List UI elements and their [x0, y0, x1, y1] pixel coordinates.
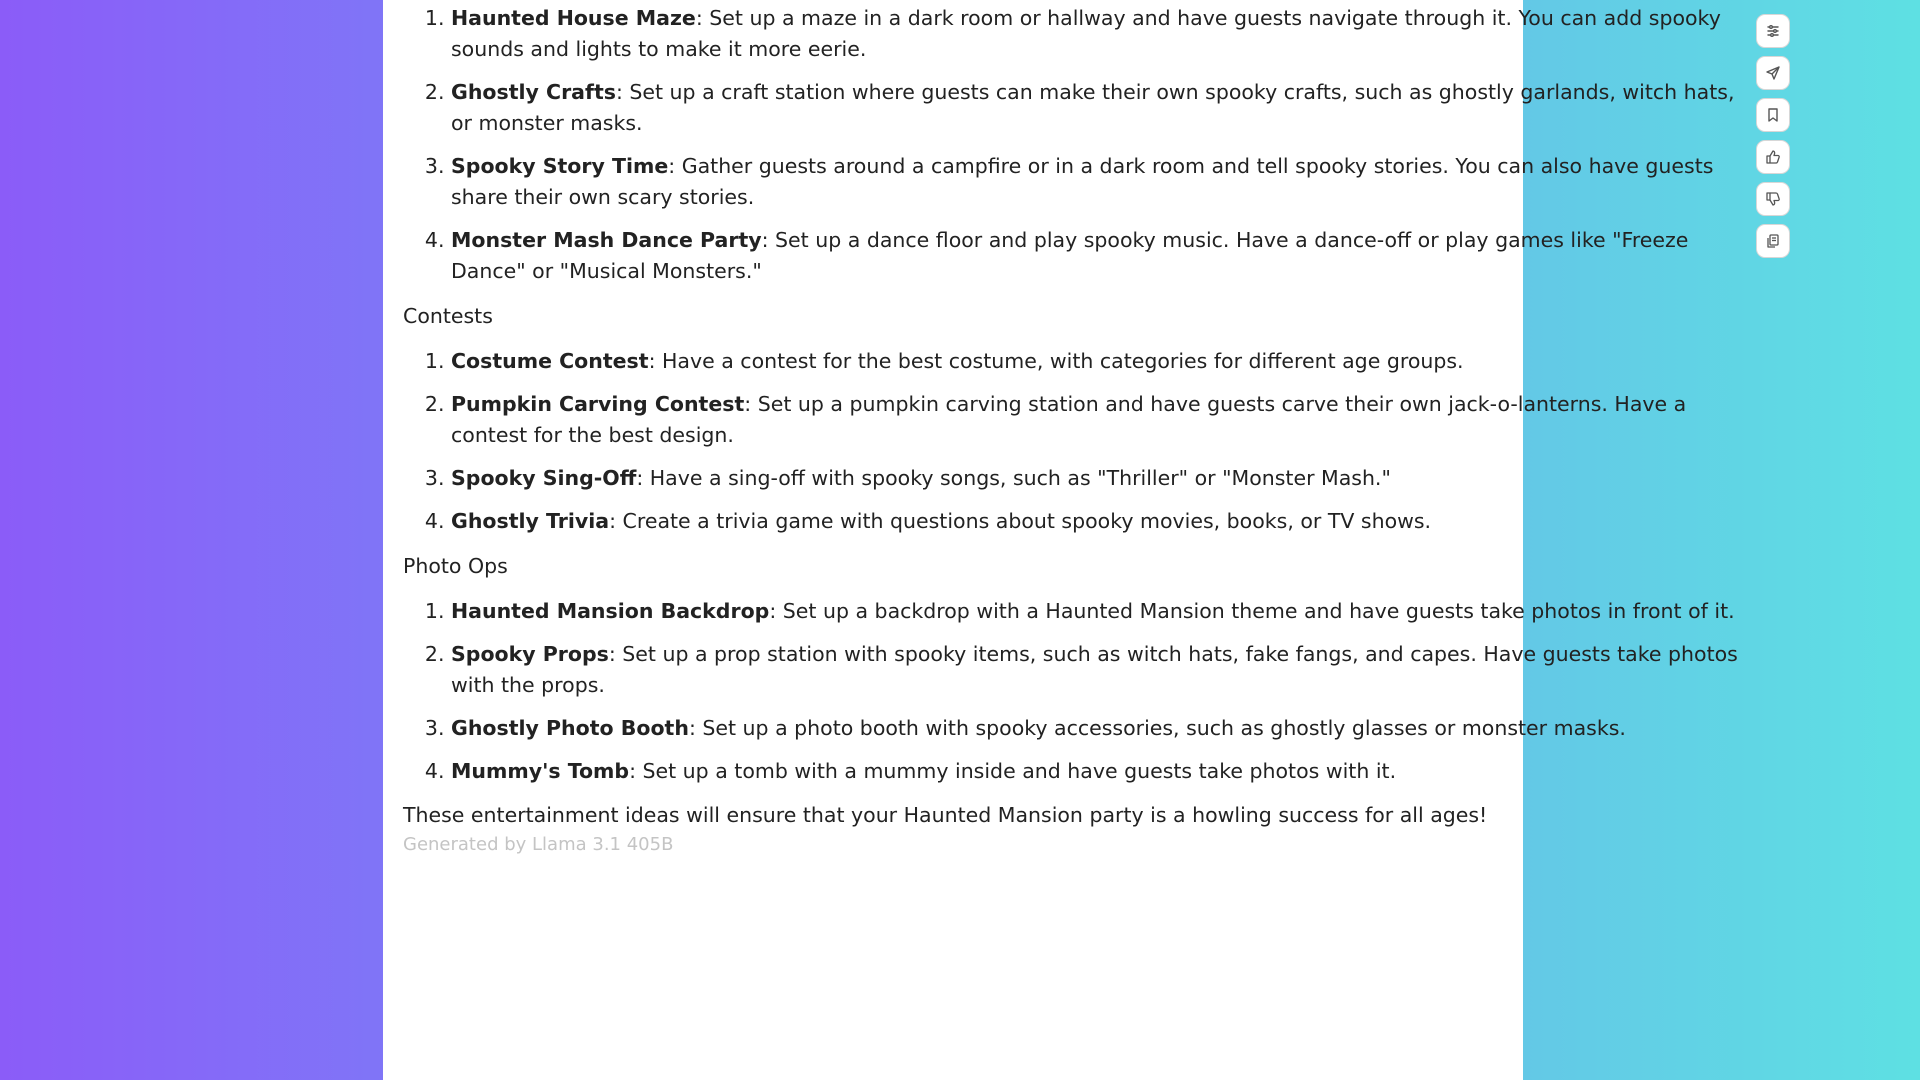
thumbs-down-button[interactable]: [1756, 182, 1790, 216]
item-title: Spooky Sing-Off: [451, 466, 637, 490]
item-text: : Gather guests around a campfire or in a dark room and tell spooky stories. You can also have guests share their own scary stories.: [451, 154, 1714, 209]
bookmark-icon: [1765, 107, 1781, 123]
list-item: [451, 463, 1743, 494]
photo-ops-list: [403, 596, 1743, 787]
photo-ops-heading: Photo Ops: [403, 554, 508, 578]
item-title: Pumpkin Carving Contest: [451, 392, 745, 416]
message-actions: [1756, 14, 1790, 266]
item-text: : Set up a prop station with spooky items, such as witch hats, fake fangs, and capes. Have guests take photos with the props.: [451, 642, 1738, 697]
chat-panel: [383, 0, 1738, 1080]
item-title: Costume Contest: [451, 349, 649, 373]
list-item: [451, 77, 1743, 139]
item-title: Ghostly Photo Booth: [451, 716, 689, 740]
item-title: Ghostly Crafts: [451, 80, 616, 104]
item-title: Spooky Story Time: [451, 154, 669, 178]
send-icon: [1765, 65, 1781, 81]
list-item: [451, 639, 1743, 701]
list-item: [451, 596, 1743, 627]
activities-list: [403, 3, 1743, 287]
list-item: [451, 756, 1743, 787]
item-title: Ghostly Trivia: [451, 509, 610, 533]
copy-button[interactable]: [1756, 224, 1790, 258]
item-text: : Have a sing-off with spooky songs, such as "Thriller" or "Monster Mash.": [636, 466, 1391, 490]
list-item: [451, 3, 1743, 65]
share-button[interactable]: [1756, 56, 1790, 90]
item-text: : Have a contest for the best costume, with categories for different age groups.: [648, 349, 1464, 373]
generated-by-caption: Generated by Llama 3.1 405B: [403, 834, 674, 855]
list-item: [451, 389, 1743, 451]
copy-icon: [1765, 233, 1781, 249]
item-title: Haunted Mansion Backdrop: [451, 599, 770, 623]
thumbs-up-button[interactable]: [1756, 140, 1790, 174]
item-text: : Set up a photo booth with spooky accessories, such as ghostly glasses or monster masks.: [688, 716, 1626, 740]
contests-heading: Contests: [403, 304, 493, 328]
item-title: Mummy's Tomb: [451, 759, 630, 783]
settings-icon: [1765, 23, 1781, 39]
item-title: Spooky Props: [451, 642, 609, 666]
item-text: : Set up a dance floor and play spooky music. Have a dance-off or play games like "Freeze Dance" or "Musical Monsters.": [451, 228, 1689, 283]
item-title: Monster Mash Dance Party: [451, 228, 762, 252]
item-title: Haunted House Maze: [451, 6, 696, 30]
item-text: : Set up a craft station where guests can make their own spooky crafts, such as ghostly garlands, witch hats, or monster masks.: [451, 80, 1735, 135]
list-item: [451, 713, 1743, 744]
item-text: : Create a trivia game with questions about spooky movies, books, or TV shows.: [609, 509, 1432, 533]
thumbs-up-icon: [1765, 149, 1781, 165]
item-text: : Set up a backdrop with a Haunted Mansion theme and have guests take photos in front of it.: [769, 599, 1735, 623]
contests-list: [403, 346, 1743, 537]
item-text: : Set up a tomb with a mummy inside and have guests take photos with it.: [629, 759, 1397, 783]
list-item: [451, 506, 1743, 537]
list-item: [451, 346, 1743, 377]
item-text: : Set up a pumpkin carving station and have guests carve their own jack-o-lanterns. Have a contest for the best design.: [451, 392, 1687, 447]
settings-button[interactable]: [1756, 14, 1790, 48]
message-content: [403, 0, 1743, 857]
list-item: [451, 225, 1743, 287]
thumbs-down-icon: [1765, 191, 1781, 207]
list-item: [451, 151, 1743, 213]
bookmark-button[interactable]: [1756, 98, 1790, 132]
item-text: : Set up a maze in a dark room or hallway and have guests navigate through it. You can add spooky sounds and lights to make it more eerie.: [451, 6, 1721, 61]
closing-paragraph: These entertainment ideas will ensure that your Haunted Mansion party is a howling success for all ages!: [403, 803, 1488, 827]
